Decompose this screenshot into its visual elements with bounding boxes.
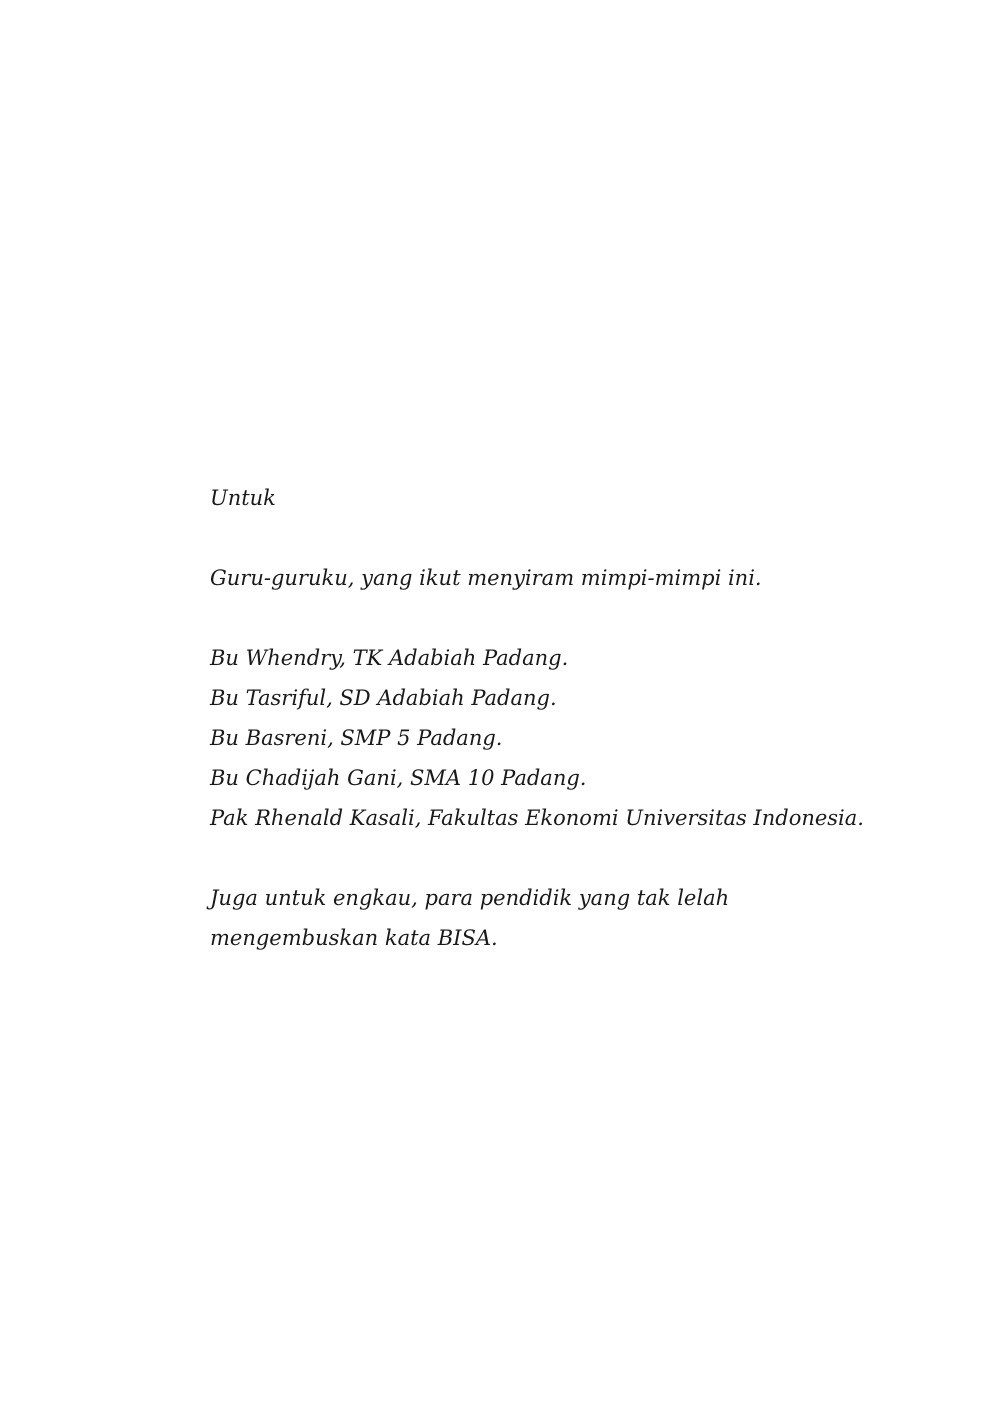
dedication-intro: Guru-guruku, yang ikut menyiram mimpi-mimpi ini. <box>210 566 762 590</box>
teacher-line: Bu Tasriful, SD Adabiah Padang. <box>210 686 557 710</box>
dedication-block <box>210 478 910 958</box>
dedication-heading: Untuk <box>210 486 276 510</box>
teacher-line: Bu Chadijah Gani, SMA 10 Padang. <box>210 766 587 790</box>
teacher-line: Pak Rhenald Kasali, Fakultas Ekonomi Universitas Indonesia. <box>210 806 864 830</box>
spacer <box>210 598 910 638</box>
closing-line: Juga untuk engkau, para pendidik yang tak lelah <box>210 886 730 910</box>
closing-line: mengembuskan kata BISA. <box>210 926 498 950</box>
teacher-line: Bu Basreni, SMP 5 Padang. <box>210 726 503 750</box>
spacer <box>210 518 910 558</box>
spacer <box>210 838 910 878</box>
teacher-line: Bu Whendry, TK Adabiah Padang. <box>210 646 569 670</box>
